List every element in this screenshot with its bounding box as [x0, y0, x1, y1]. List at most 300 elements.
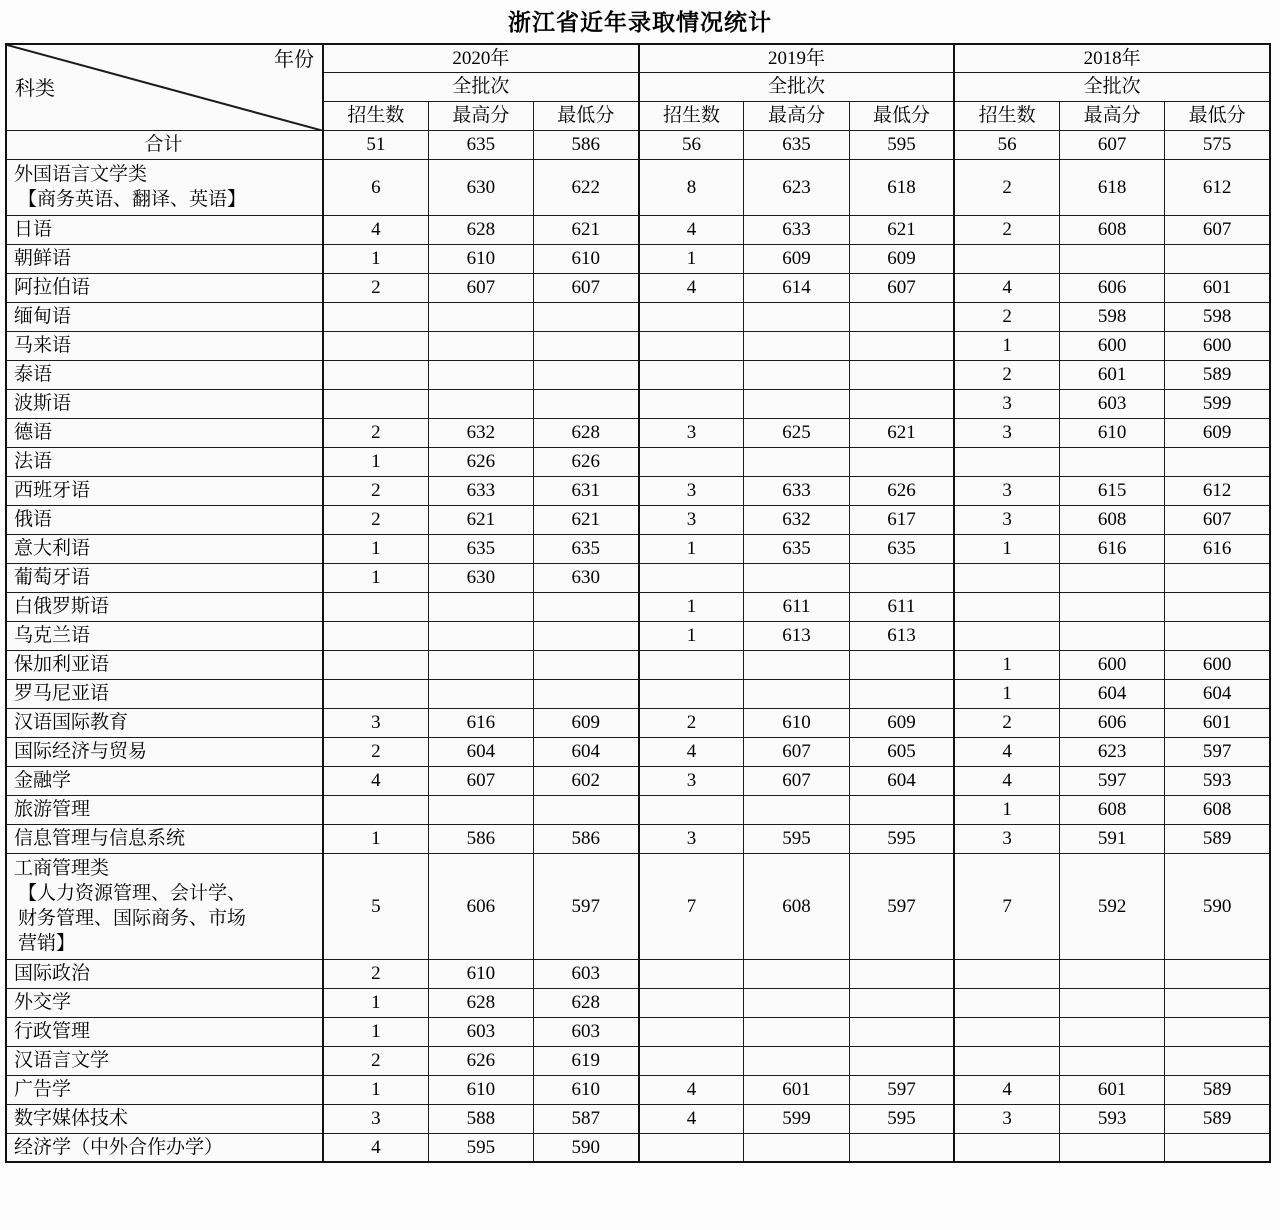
- row-label-cell: [6, 737, 323, 766]
- cell-2018-highest-score: 615: [1060, 476, 1165, 505]
- cell-2019-highest-score: 625: [744, 418, 849, 447]
- cell-2019-enrollment: [639, 795, 744, 824]
- row-label-line: 马来语: [14, 334, 72, 356]
- cell-2020-highest-score: [428, 795, 533, 824]
- cell-2019-highest-score: 613: [744, 621, 849, 650]
- cell-2019-highest-score: 614: [744, 273, 849, 302]
- cell-2019-highest-score: [744, 1133, 849, 1162]
- cell-2019-lowest-score: [849, 331, 954, 360]
- cell-2018-lowest-score: [1165, 244, 1270, 273]
- cell-2020-enrollment: 1: [323, 824, 428, 853]
- cell-2018-enrollment: [954, 592, 1059, 621]
- cell-2019-enrollment: 7: [639, 853, 744, 959]
- cell-2020-lowest-score: 628: [533, 418, 638, 447]
- cell-2018-lowest-score: 600: [1165, 331, 1270, 360]
- cell-2019-lowest-score: 621: [849, 215, 954, 244]
- table-row: [6, 988, 1270, 1017]
- cell-2019-lowest-score: 621: [849, 418, 954, 447]
- table-row: [6, 331, 1270, 360]
- cell-2019-enrollment: 4: [639, 215, 744, 244]
- cell-2019-highest-score: [744, 1046, 849, 1075]
- cell-2019-lowest-score: [849, 679, 954, 708]
- cell-2020-lowest-score: 619: [533, 1046, 638, 1075]
- metric-header-2020-lowest: 最低分: [533, 102, 638, 131]
- cell-2019-highest-score: 633: [744, 476, 849, 505]
- cell-2018-lowest-score: 575: [1165, 131, 1270, 160]
- row-label-cell: [6, 592, 323, 621]
- cell-2019-lowest-score: 635: [849, 534, 954, 563]
- cell-2020-highest-score: [428, 389, 533, 418]
- cell-2020-lowest-score: 635: [533, 534, 638, 563]
- cell-2020-highest-score: 603: [428, 1017, 533, 1046]
- cell-2018-lowest-score: 601: [1165, 708, 1270, 737]
- cell-2018-highest-score: 604: [1060, 679, 1165, 708]
- row-label-line: 财务管理、国际商务、市场: [18, 908, 247, 930]
- cell-2020-highest-score: 626: [428, 447, 533, 476]
- cell-2018-highest-score: 608: [1060, 795, 1165, 824]
- cell-2018-highest-score: 607: [1060, 131, 1165, 160]
- row-label-line: 日语: [14, 218, 53, 240]
- row-label-cell: [6, 505, 323, 534]
- cell-2019-enrollment: [639, 1133, 744, 1162]
- cell-2019-lowest-score: 609: [849, 244, 954, 273]
- cell-2019-lowest-score: [849, 360, 954, 389]
- row-label-cell: [6, 418, 323, 447]
- batch-header-2018: 全批次: [954, 73, 1270, 102]
- row-label-cell: [6, 766, 323, 795]
- cell-2020-enrollment: [323, 592, 428, 621]
- cell-2020-enrollment: 3: [323, 1104, 428, 1133]
- row-label-cell: [6, 215, 323, 244]
- cell-2019-lowest-score: [849, 988, 954, 1017]
- cell-2019-enrollment: [639, 302, 744, 331]
- cell-2020-highest-score: 628: [428, 988, 533, 1017]
- cell-2018-lowest-score: [1165, 447, 1270, 476]
- cell-2020-enrollment: 2: [323, 476, 428, 505]
- cell-2020-enrollment: 2: [323, 418, 428, 447]
- row-label-line: 合计: [144, 134, 183, 156]
- cell-2019-enrollment: 2: [639, 708, 744, 737]
- cell-2020-highest-score: [428, 679, 533, 708]
- table-row: [6, 215, 1270, 244]
- table-row: [6, 853, 1270, 959]
- cell-2018-lowest-score: 589: [1165, 360, 1270, 389]
- cell-2020-enrollment: 6: [323, 160, 428, 216]
- cell-2018-highest-score: 623: [1060, 737, 1165, 766]
- cell-2020-enrollment: 1: [323, 563, 428, 592]
- cell-2020-highest-score: 586: [428, 824, 533, 853]
- cell-2018-highest-score: 592: [1060, 853, 1165, 959]
- cell-2018-highest-score: [1060, 1046, 1165, 1075]
- cell-2019-lowest-score: [849, 563, 954, 592]
- cell-2020-highest-score: 610: [428, 244, 533, 273]
- row-label-cell: [6, 131, 323, 160]
- row-label-cell: [6, 563, 323, 592]
- batch-header-2019: 全批次: [639, 73, 955, 102]
- cell-2019-lowest-score: [849, 650, 954, 679]
- table-row: [6, 621, 1270, 650]
- row-label-cell: [6, 1133, 323, 1162]
- cell-2018-lowest-score: 590: [1165, 853, 1270, 959]
- cell-2020-highest-score: 630: [428, 160, 533, 216]
- cell-2019-lowest-score: 604: [849, 766, 954, 795]
- cell-2020-enrollment: 2: [323, 505, 428, 534]
- row-label-line: 信息管理与信息系统: [14, 827, 186, 849]
- cell-2018-lowest-score: [1165, 1017, 1270, 1046]
- cell-2019-highest-score: 633: [744, 215, 849, 244]
- cell-2020-enrollment: 2: [323, 1046, 428, 1075]
- cell-2018-enrollment: 4: [954, 273, 1059, 302]
- row-label-cell: [6, 1017, 323, 1046]
- cell-2019-lowest-score: 595: [849, 824, 954, 853]
- cell-2020-lowest-score: 621: [533, 215, 638, 244]
- cell-2019-highest-score: [744, 679, 849, 708]
- row-label-cell: [6, 708, 323, 737]
- cell-2019-highest-score: 610: [744, 708, 849, 737]
- cell-2018-enrollment: [954, 1017, 1059, 1046]
- cell-2018-enrollment: [954, 447, 1059, 476]
- cell-2020-highest-score: 635: [428, 534, 533, 563]
- table-row: [6, 418, 1270, 447]
- cell-2018-highest-score: [1060, 447, 1165, 476]
- metric-header-2019-highest: 最高分: [744, 102, 849, 131]
- cell-2019-enrollment: [639, 959, 744, 988]
- cell-2018-lowest-score: [1165, 1133, 1270, 1162]
- cell-2020-enrollment: 4: [323, 766, 428, 795]
- cell-2020-lowest-score: 610: [533, 244, 638, 273]
- table-row: [6, 795, 1270, 824]
- table-header: [6, 44, 1270, 131]
- row-label-line: 俄语: [14, 508, 53, 530]
- row-label-line: 泰语: [14, 363, 53, 385]
- cell-2019-highest-score: 609: [744, 244, 849, 273]
- row-label-cell: [6, 824, 323, 853]
- table-row: [6, 708, 1270, 737]
- cell-2018-enrollment: 3: [954, 505, 1059, 534]
- cell-2018-lowest-score: [1165, 988, 1270, 1017]
- cell-2018-enrollment: 3: [954, 389, 1059, 418]
- metric-header-2018-lowest: 最低分: [1165, 102, 1270, 131]
- cell-2020-lowest-score: [533, 621, 638, 650]
- cell-2019-enrollment: [639, 1046, 744, 1075]
- row-label-line: 法语: [14, 450, 53, 472]
- cell-2020-lowest-score: 586: [533, 824, 638, 853]
- page-title: 浙江省近年录取情况统计: [508, 10, 772, 35]
- cell-2019-enrollment: [639, 650, 744, 679]
- cell-2019-highest-score: [744, 302, 849, 331]
- cell-2020-highest-score: 607: [428, 273, 533, 302]
- cell-2019-enrollment: 8: [639, 160, 744, 216]
- cell-2020-highest-score: 610: [428, 959, 533, 988]
- cell-2020-enrollment: 4: [323, 215, 428, 244]
- cell-2019-lowest-score: 595: [849, 1104, 954, 1133]
- row-label-line: 阿拉伯语: [14, 276, 91, 298]
- cell-2019-lowest-score: [849, 389, 954, 418]
- cell-2019-enrollment: 1: [639, 592, 744, 621]
- cell-2019-enrollment: 3: [639, 476, 744, 505]
- cell-2018-enrollment: 2: [954, 708, 1059, 737]
- cell-2018-lowest-score: 616: [1165, 534, 1270, 563]
- cell-2020-lowest-score: [533, 592, 638, 621]
- cell-2019-highest-score: [744, 1017, 849, 1046]
- cell-2019-enrollment: 4: [639, 273, 744, 302]
- row-label-line: 朝鲜语: [14, 247, 72, 269]
- cell-2020-lowest-score: 597: [533, 853, 638, 959]
- cell-2018-enrollment: 1: [954, 679, 1059, 708]
- cell-2018-highest-score: [1060, 1017, 1165, 1046]
- cell-2018-lowest-score: 607: [1165, 215, 1270, 244]
- cell-2018-highest-score: 606: [1060, 273, 1165, 302]
- cell-2018-lowest-score: 600: [1165, 650, 1270, 679]
- cell-2020-lowest-score: 628: [533, 988, 638, 1017]
- cell-2018-highest-score: 616: [1060, 534, 1165, 563]
- table-row: [6, 737, 1270, 766]
- cell-2020-highest-score: 588: [428, 1104, 533, 1133]
- row-label-cell: [6, 621, 323, 650]
- admissions-statistics-table: [5, 43, 1271, 1164]
- cell-2018-enrollment: 2: [954, 215, 1059, 244]
- row-label-line: 国际经济与贸易: [14, 740, 148, 762]
- cell-2020-enrollment: [323, 302, 428, 331]
- table-row: [6, 1017, 1270, 1046]
- cell-2018-lowest-score: 589: [1165, 1075, 1270, 1104]
- cell-2020-enrollment: 1: [323, 447, 428, 476]
- cell-2020-enrollment: 2: [323, 273, 428, 302]
- row-label-line: 意大利语: [14, 537, 91, 559]
- cell-2018-highest-score: 600: [1060, 331, 1165, 360]
- cell-2020-lowest-score: [533, 679, 638, 708]
- cell-2018-enrollment: [954, 1046, 1059, 1075]
- cell-2019-highest-score: 607: [744, 737, 849, 766]
- cell-2020-highest-score: 610: [428, 1075, 533, 1104]
- cell-2020-lowest-score: 626: [533, 447, 638, 476]
- cell-2018-lowest-score: 609: [1165, 418, 1270, 447]
- row-label-cell: [6, 476, 323, 505]
- cell-2019-highest-score: 599: [744, 1104, 849, 1133]
- cell-2018-enrollment: [954, 563, 1059, 592]
- row-label-line: 白俄罗斯语: [14, 595, 110, 617]
- cell-2020-highest-score: 633: [428, 476, 533, 505]
- cell-2020-lowest-score: 586: [533, 131, 638, 160]
- cell-2018-highest-score: 603: [1060, 389, 1165, 418]
- table-row: [6, 389, 1270, 418]
- cell-2018-enrollment: 2: [954, 302, 1059, 331]
- table-row-total: [6, 131, 1270, 160]
- cell-2019-highest-score: 635: [744, 534, 849, 563]
- cell-2019-enrollment: 4: [639, 737, 744, 766]
- cell-2020-enrollment: 3: [323, 708, 428, 737]
- cell-2019-enrollment: [639, 563, 744, 592]
- table-row: [6, 505, 1270, 534]
- table-body: [6, 131, 1270, 1163]
- cell-2018-lowest-score: 597: [1165, 737, 1270, 766]
- cell-2019-lowest-score: 626: [849, 476, 954, 505]
- table-row: [6, 244, 1270, 273]
- cell-2018-lowest-score: [1165, 1046, 1270, 1075]
- cell-2019-highest-score: [744, 959, 849, 988]
- cell-2020-lowest-score: [533, 389, 638, 418]
- table-row: [6, 476, 1270, 505]
- cell-2019-enrollment: 56: [639, 131, 744, 160]
- cell-2019-highest-score: 632: [744, 505, 849, 534]
- row-label-cell: [6, 447, 323, 476]
- row-label-cell: [6, 389, 323, 418]
- cell-2020-highest-score: 616: [428, 708, 533, 737]
- cell-2018-enrollment: 2: [954, 160, 1059, 216]
- table-row: [6, 1075, 1270, 1104]
- row-label-cell: [6, 302, 323, 331]
- row-label-cell: [6, 795, 323, 824]
- cell-2018-enrollment: 1: [954, 534, 1059, 563]
- cell-2018-highest-score: 598: [1060, 302, 1165, 331]
- row-label-line: 【商务英语、翻译、英语】: [18, 189, 247, 211]
- table-row: [6, 302, 1270, 331]
- year-header-2020: 2020年: [323, 44, 639, 73]
- cell-2019-lowest-score: 595: [849, 131, 954, 160]
- cell-2018-highest-score: [1060, 592, 1165, 621]
- cell-2020-highest-score: [428, 360, 533, 389]
- cell-2020-enrollment: [323, 331, 428, 360]
- cell-2018-highest-score: 593: [1060, 1104, 1165, 1133]
- cell-2020-enrollment: [323, 621, 428, 650]
- cell-2019-lowest-score: [849, 447, 954, 476]
- cell-2019-enrollment: 3: [639, 418, 744, 447]
- cell-2019-enrollment: [639, 360, 744, 389]
- cell-2018-highest-score: [1060, 563, 1165, 592]
- cell-2018-enrollment: [954, 1133, 1059, 1162]
- cell-2019-lowest-score: 618: [849, 160, 954, 216]
- cell-2020-lowest-score: 610: [533, 1075, 638, 1104]
- cell-2020-highest-score: 606: [428, 853, 533, 959]
- cell-2018-highest-score: [1060, 959, 1165, 988]
- row-label-line: 【人力资源管理、会计学、: [18, 882, 247, 904]
- year-header-2019: 2019年: [639, 44, 955, 73]
- cell-2020-enrollment: 51: [323, 131, 428, 160]
- table-row: [6, 534, 1270, 563]
- cell-2019-highest-score: 608: [744, 853, 849, 959]
- cell-2020-highest-score: 632: [428, 418, 533, 447]
- cell-2020-highest-score: 628: [428, 215, 533, 244]
- table-row: [6, 650, 1270, 679]
- row-label-line: 经济学（中外合作办学）: [14, 1136, 224, 1158]
- cell-2020-lowest-score: 603: [533, 959, 638, 988]
- row-label-line: 数字媒体技术: [14, 1108, 129, 1130]
- cell-2019-highest-score: [744, 360, 849, 389]
- table-row: [6, 592, 1270, 621]
- row-label-line: 工商管理类: [14, 857, 110, 879]
- cell-2018-highest-score: 601: [1060, 1075, 1165, 1104]
- cell-2019-enrollment: 3: [639, 505, 744, 534]
- cell-2018-enrollment: [954, 959, 1059, 988]
- cell-2020-lowest-score: 602: [533, 766, 638, 795]
- cell-2018-highest-score: 608: [1060, 215, 1165, 244]
- cell-2018-highest-score: 606: [1060, 708, 1165, 737]
- row-label-line: 汉语国际教育: [14, 711, 129, 733]
- cell-2019-highest-score: [744, 563, 849, 592]
- cell-2018-highest-score: [1060, 621, 1165, 650]
- cell-2019-lowest-score: [849, 959, 954, 988]
- cell-2019-enrollment: 3: [639, 824, 744, 853]
- cell-2018-lowest-score: [1165, 592, 1270, 621]
- row-label-line: 保加利亚语: [14, 653, 110, 675]
- cell-2019-enrollment: [639, 679, 744, 708]
- cell-2018-enrollment: 56: [954, 131, 1059, 160]
- metric-header-2020-highest: 最高分: [428, 102, 533, 131]
- cell-2018-enrollment: [954, 988, 1059, 1017]
- cell-2018-enrollment: 3: [954, 824, 1059, 853]
- cell-2020-highest-score: 607: [428, 766, 533, 795]
- cell-2020-highest-score: 621: [428, 505, 533, 534]
- row-label-cell: [6, 360, 323, 389]
- cell-2018-lowest-score: [1165, 959, 1270, 988]
- cell-2018-enrollment: 4: [954, 766, 1059, 795]
- cell-2018-highest-score: 597: [1060, 766, 1165, 795]
- row-label-cell: [6, 331, 323, 360]
- cell-2020-lowest-score: [533, 650, 638, 679]
- cell-2018-lowest-score: 612: [1165, 160, 1270, 216]
- cell-2020-enrollment: 1: [323, 1017, 428, 1046]
- row-label-line: 葡萄牙语: [14, 566, 91, 588]
- batch-header-2020: 全批次: [323, 73, 639, 102]
- cell-2019-enrollment: 4: [639, 1104, 744, 1133]
- metric-header-2019-lowest: 最低分: [849, 102, 954, 131]
- cell-2020-highest-score: 630: [428, 563, 533, 592]
- cell-2020-enrollment: 1: [323, 244, 428, 273]
- cell-2019-highest-score: [744, 795, 849, 824]
- table-row: [6, 273, 1270, 302]
- cell-2020-lowest-score: [533, 360, 638, 389]
- cell-2018-lowest-score: 612: [1165, 476, 1270, 505]
- cell-2019-lowest-score: 609: [849, 708, 954, 737]
- row-label-line: 广告学: [14, 1079, 72, 1101]
- cell-2018-highest-score: [1060, 1133, 1165, 1162]
- header-row-year: [6, 44, 1270, 73]
- cell-2018-lowest-score: [1165, 621, 1270, 650]
- cell-2018-enrollment: [954, 244, 1059, 273]
- cell-2018-enrollment: 3: [954, 476, 1059, 505]
- cell-2019-highest-score: 635: [744, 131, 849, 160]
- cell-2019-lowest-score: [849, 795, 954, 824]
- cell-2020-lowest-score: 607: [533, 273, 638, 302]
- cell-2019-enrollment: [639, 331, 744, 360]
- cell-2018-lowest-score: 589: [1165, 1104, 1270, 1133]
- cell-2019-highest-score: [744, 331, 849, 360]
- cell-2020-lowest-score: 604: [533, 737, 638, 766]
- cell-2018-lowest-score: 589: [1165, 824, 1270, 853]
- cell-2020-lowest-score: [533, 795, 638, 824]
- row-label-cell: [6, 1075, 323, 1104]
- cell-2020-lowest-score: 631: [533, 476, 638, 505]
- cell-2019-enrollment: 1: [639, 244, 744, 273]
- cell-2019-highest-score: 611: [744, 592, 849, 621]
- table-row: [6, 824, 1270, 853]
- cell-2020-highest-score: [428, 621, 533, 650]
- table-row: [6, 766, 1270, 795]
- cell-2018-lowest-score: 601: [1165, 273, 1270, 302]
- cell-2020-lowest-score: [533, 302, 638, 331]
- cell-2020-lowest-score: 603: [533, 1017, 638, 1046]
- cell-2020-enrollment: 1: [323, 988, 428, 1017]
- cell-2018-highest-score: 600: [1060, 650, 1165, 679]
- corner-category-label: 科类: [15, 77, 55, 100]
- cell-2020-highest-score: 635: [428, 131, 533, 160]
- cell-2018-enrollment: 4: [954, 1075, 1059, 1104]
- cell-2019-highest-score: 623: [744, 160, 849, 216]
- cell-2019-highest-score: 607: [744, 766, 849, 795]
- row-label-cell: [6, 679, 323, 708]
- cell-2019-highest-score: [744, 988, 849, 1017]
- cell-2020-enrollment: 1: [323, 534, 428, 563]
